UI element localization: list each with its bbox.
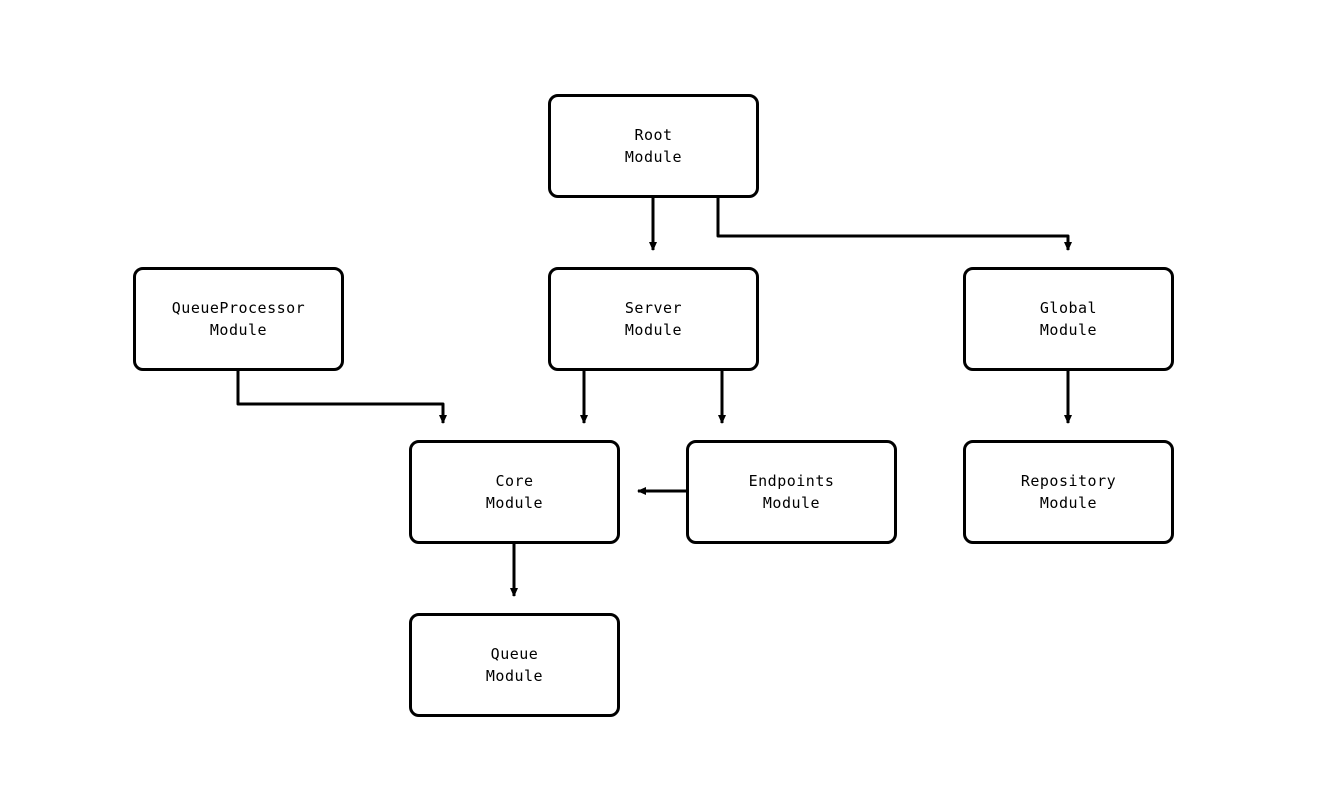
node-label-line1: Root	[634, 126, 673, 144]
node-label-line1: QueueProcessor	[171, 299, 306, 317]
node-label-line2: Module	[485, 494, 544, 512]
node-label-line1: Repository	[1020, 472, 1117, 490]
node-label-line2: Module	[485, 667, 544, 685]
node-label-line2: Module	[762, 494, 821, 512]
edge-queueprocessor-to-core	[238, 371, 443, 423]
node-label-line1: Queue	[490, 645, 539, 663]
node-label-line1: Global	[1039, 299, 1098, 317]
node-global-module[interactable]	[963, 267, 1174, 371]
node-label-line1: Server	[624, 299, 683, 317]
node-endpoints-module[interactable]	[686, 440, 897, 544]
node-label-line2: Module	[209, 321, 268, 339]
node-core-module[interactable]	[409, 440, 620, 544]
node-queue-module[interactable]	[409, 613, 620, 717]
node-label-line1: Endpoints	[748, 472, 835, 490]
edge-root-to-global	[718, 198, 1068, 250]
node-repository-module[interactable]	[963, 440, 1174, 544]
node-label-line2: Module	[624, 148, 683, 166]
node-label-line2: Module	[624, 321, 683, 339]
node-root-module[interactable]	[548, 94, 759, 198]
node-label-line2: Module	[1039, 494, 1098, 512]
node-server-module[interactable]	[548, 267, 759, 371]
node-queueprocessor-module[interactable]	[133, 267, 344, 371]
node-label-line2: Module	[1039, 321, 1098, 339]
node-label-line1: Core	[495, 472, 534, 490]
